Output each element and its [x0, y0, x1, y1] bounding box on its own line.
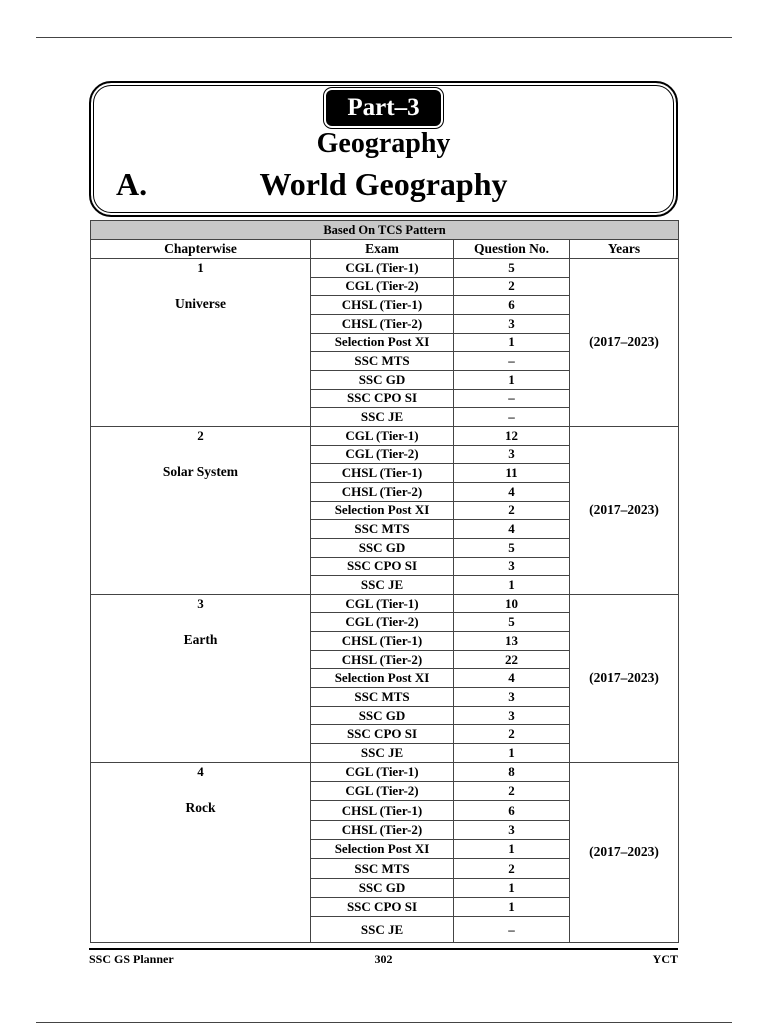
part-badge: Part–3	[326, 90, 441, 126]
question-count-cell: 4	[454, 482, 570, 501]
chapter-number: 4	[197, 763, 204, 779]
question-count-cell: 4	[454, 669, 570, 688]
header-row	[91, 240, 679, 259]
exam-cell: SSC GD	[311, 538, 454, 557]
chapter-cell	[91, 426, 311, 594]
chapter-cell	[91, 594, 311, 762]
question-count-cell: –	[454, 389, 570, 408]
question-count-cell: 10	[454, 594, 570, 613]
question-count-cell: 1	[454, 370, 570, 389]
exam-cell: CGL (Tier-1)	[311, 594, 454, 613]
exam-cell: CGL (Tier-1)	[311, 259, 454, 278]
subject-title: Geography	[316, 128, 451, 159]
exam-cell: SSC MTS	[311, 520, 454, 539]
question-count-cell: –	[454, 352, 570, 371]
column-header-chapterwise: Chapterwise	[91, 240, 311, 259]
table-row	[91, 426, 679, 445]
exam-cell: CGL (Tier-2)	[311, 613, 454, 632]
exam-cell: CHSL (Tier-1)	[311, 464, 454, 483]
pattern-label: Based On TCS Pattern	[91, 221, 679, 240]
question-count-cell: 6	[454, 296, 570, 315]
exam-cell: CHSL (Tier-2)	[311, 820, 454, 839]
exam-cell: SSC GD	[311, 878, 454, 897]
table-row	[91, 762, 679, 781]
question-count-cell: 1	[454, 576, 570, 595]
exam-cell: SSC CPO SI	[311, 557, 454, 576]
exam-cell: SSC JE	[311, 917, 454, 942]
exam-cell: CHSL (Tier-1)	[311, 632, 454, 651]
exam-cell: Selection Post XI	[311, 333, 454, 352]
table-row	[91, 594, 679, 613]
section-letter: A.	[116, 166, 148, 202]
chapter-number: 2	[197, 427, 204, 443]
question-count-cell: 22	[454, 650, 570, 669]
exam-cell: SSC JE	[311, 576, 454, 595]
exam-cell: SSC GD	[311, 706, 454, 725]
exam-cell: CHSL (Tier-1)	[311, 801, 454, 820]
question-count-cell: 2	[454, 277, 570, 296]
exam-cell: CGL (Tier-2)	[311, 277, 454, 296]
question-count-cell: 5	[454, 259, 570, 278]
exam-cell: Selection Post XI	[311, 669, 454, 688]
section-title: World Geography	[259, 166, 508, 202]
exam-cell: Selection Post XI	[311, 501, 454, 520]
question-count-cell: 1	[454, 744, 570, 763]
question-count-cell: 3	[454, 820, 570, 839]
pattern-row	[91, 221, 679, 240]
exam-cell: Selection Post XI	[311, 840, 454, 859]
question-count-cell: 11	[454, 464, 570, 483]
exam-cell: CHSL (Tier-2)	[311, 650, 454, 669]
top-rule	[36, 37, 732, 38]
question-count-cell: 4	[454, 520, 570, 539]
chapter-name: Rock	[185, 799, 216, 815]
footer-book-title: SSC GS Planner	[89, 952, 174, 966]
chapter-name: Solar System	[162, 463, 239, 479]
question-count-cell: 3	[454, 706, 570, 725]
question-count-cell: 5	[454, 613, 570, 632]
exam-cell: SSC GD	[311, 370, 454, 389]
column-header-exam: Exam	[311, 240, 454, 259]
years-cell: (2017–2023)	[570, 426, 679, 594]
question-count-cell: 2	[454, 725, 570, 744]
question-count-cell: –	[454, 917, 570, 942]
question-count-cell: 2	[454, 859, 570, 878]
years-cell: (2017–2023)	[570, 259, 679, 427]
question-count-cell: 13	[454, 632, 570, 651]
exam-cell: SSC JE	[311, 744, 454, 763]
question-count-cell: 1	[454, 840, 570, 859]
chapter-number: 1	[197, 260, 204, 275]
exam-cell: CHSL (Tier-1)	[311, 296, 454, 315]
chapter-cell	[91, 259, 311, 427]
exam-cell: SSC MTS	[311, 688, 454, 707]
question-count-cell: 1	[454, 898, 570, 917]
exam-cell: SSC MTS	[311, 352, 454, 371]
question-count-cell: 6	[454, 801, 570, 820]
exam-cell: CHSL (Tier-2)	[311, 314, 454, 333]
page-footer	[89, 948, 678, 968]
question-count-cell: 2	[454, 501, 570, 520]
exam-cell: CGL (Tier-1)	[311, 762, 454, 781]
chapter-question-table	[90, 220, 679, 943]
question-count-cell: 12	[454, 426, 570, 445]
years-cell: (2017–2023)	[570, 594, 679, 762]
exam-cell: CGL (Tier-1)	[311, 426, 454, 445]
exam-cell: SSC CPO SI	[311, 389, 454, 408]
chapter-name: Universe	[175, 296, 226, 311]
question-count-cell: 1	[454, 878, 570, 897]
table-row	[91, 259, 679, 278]
exam-cell: CHSL (Tier-2)	[311, 482, 454, 501]
question-count-cell: 8	[454, 762, 570, 781]
question-count-cell: 3	[454, 445, 570, 464]
chapter-number: 3	[197, 595, 204, 611]
exam-cell: CGL (Tier-2)	[311, 445, 454, 464]
exam-cell: SSC CPO SI	[311, 725, 454, 744]
chapter-name: Earth	[183, 631, 218, 647]
question-count-cell: 3	[454, 688, 570, 707]
exam-cell: SSC JE	[311, 408, 454, 427]
question-count-cell: –	[454, 408, 570, 427]
exam-cell: SSC MTS	[311, 859, 454, 878]
question-count-cell: 3	[454, 557, 570, 576]
footer-publisher: YCT	[652, 952, 678, 966]
exam-cell: SSC CPO SI	[311, 898, 454, 917]
chapter-cell	[91, 762, 311, 942]
question-count-cell: 1	[454, 333, 570, 352]
question-count-cell: 5	[454, 538, 570, 557]
bottom-rule	[36, 1022, 732, 1023]
column-header-years: Years	[570, 240, 679, 259]
years-cell: (2017–2023)	[570, 762, 679, 942]
footer-page-number: 302	[374, 952, 393, 966]
exam-cell: CGL (Tier-2)	[311, 782, 454, 801]
column-header-question-no: Question No.	[454, 240, 570, 259]
question-count-cell: 2	[454, 782, 570, 801]
question-count-cell: 3	[454, 314, 570, 333]
